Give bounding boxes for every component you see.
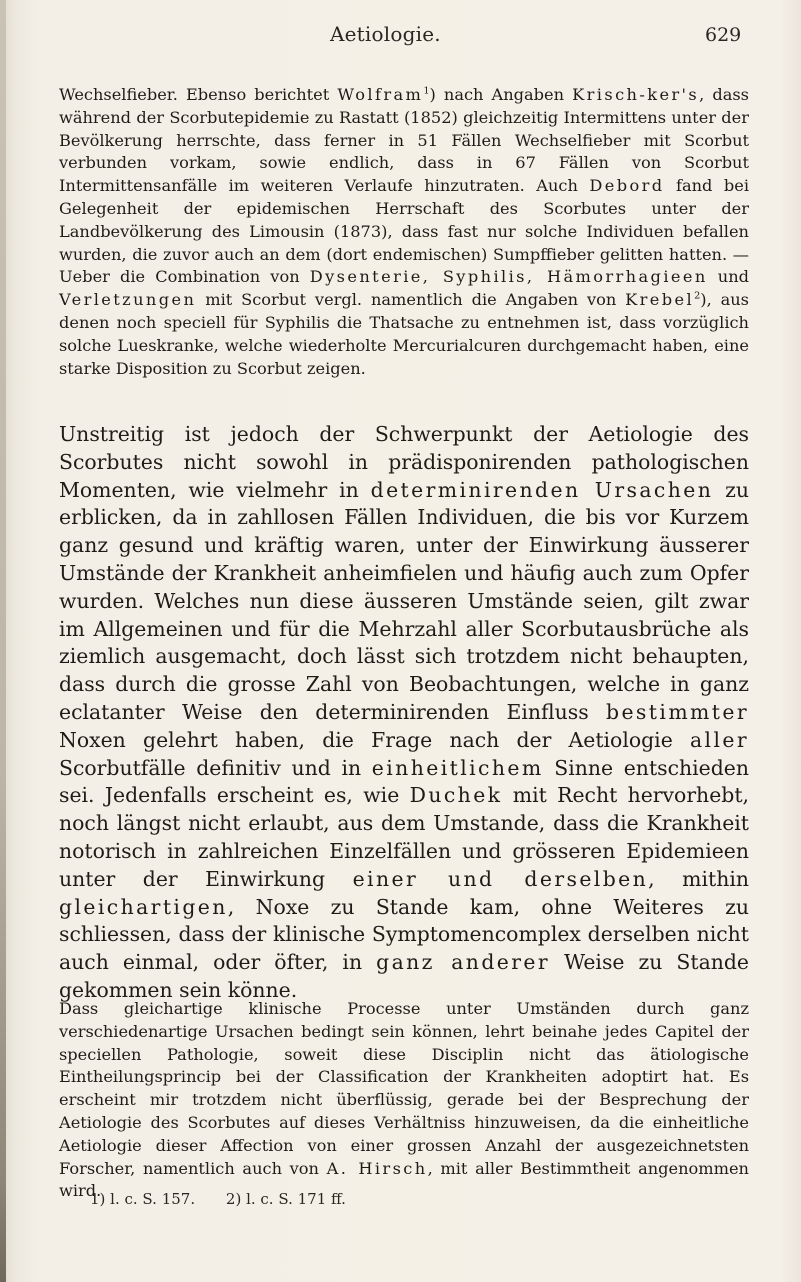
term-gleichartigen: gleichartigen (59, 894, 228, 919)
text-run: ) nach Angaben (429, 85, 573, 104)
text-run: mit Scorbut vergl. namentlich die Angaben von (196, 290, 626, 310)
text-run: mit Recht hervorhebt, noch längst nicht erlaubt, aus dem Umstande, dass die Krankheit notorisch in zahlreichen Einzelfällen und grösseren Epidemieen unter der Einwirkung (59, 783, 749, 891)
page-edge-shadow (0, 0, 6, 1282)
paragraph-1-text (59, 84, 749, 380)
author-wolfram: Wolfram (337, 85, 424, 104)
footnote-2: 2) l. c. S. 171 ff. (225, 1190, 346, 1208)
text-run: Sinne entschieden sei. Jedenfalls erscheint es, wie (59, 755, 749, 808)
term-aller: aller (689, 727, 749, 752)
text-run: Noxen gelehrt haben, die Frage nach der Aetiologie (59, 727, 690, 752)
text-run: Weise zu Stande gekommen sein könne. (59, 950, 750, 1002)
term-verletzungen: Verletzungen (59, 290, 197, 310)
footnote-ref-2: 2 (694, 290, 701, 302)
paragraph-2-text (59, 421, 749, 1005)
page-header (0, 16, 801, 52)
text-run: , mit aller Bestimmtheit angenommen wird. (59, 1158, 749, 1201)
text-run: fand bei Gelegenheit der epidemischen Herrschaft des Scorbutes unter der Landbevölkerung des Limousin (1873), dass fast nur solche Individuen befallen wurden, die zuvor auch an dem (dort endemischen) Sumpffieber gelitten hatten. — Ueber die Combination von (59, 176, 750, 287)
text-run: , mithin (648, 866, 749, 891)
text-run: , Noxe zu Stande kam, ohne Weiteres zu schliessen, dass der klinische Symptomencomplex derselben nicht auch einmal, oder öfter, in (59, 894, 749, 975)
text-run: , dass während der Scorbutepidemie zu Rastatt (1852) gleichzeitig Intermittens unter der Bevölkerung herrschte, dass ferner in 51 Fällen Wechselfieber mit Scorbut verbunden vorkam, sowie endlich, dass in 67 Fällen von Scorbut Intermittensanfälle im weiteren Verlaufe hinzutraten. Auch (59, 85, 749, 196)
text-run: ), aus denen noch speciell für Syphilis die Thatsache zu entnehmen ist, dass vorzüglich solche Lueskranke, welche wiederholte Mercurialcuren durchgemacht haben, eine starke Disposition zu Scorbut zeigen. (59, 290, 749, 378)
author-hirsch: A. Hirsch (326, 1158, 428, 1178)
footnote-ref-1: 1 (423, 85, 430, 97)
text-run: Unstreitig ist jedoch der Schwerpunkt der Aetiologie des Scorbutes nicht sowohl in prädisponirenden pathologischen Momenten, wie vielmehr in (59, 422, 749, 502)
running-title: Aetiologie. (330, 22, 441, 46)
text-run: Dass gleichartige klinische Processe unter Umständen durch ganz verschiedenartige Ursachen bedingt sein können, lehrt beinahe jedes Capitel der speciellen Pathologie, soweit diese Disciplin nicht das ätiologische Eintheilungsprincip bei der Classification der Krankheiten adoptirt hat. Es erscheint mir trotzdem nicht überflüssig, gerade bei der Besprechung der Aetiologie des Scorbutes auf dieses Verhältniss hinzuweisen, da die einheitliche Aetiologie dieser Affection von einer grossen Anzahl der ausgezeichnetsten Forscher, namentlich auch von (59, 999, 749, 1178)
footnote-1: 1) l. c. S. 157. (90, 1190, 196, 1208)
term-einheitlichem: einheitlichem (371, 755, 544, 780)
paragraph-3-text (59, 998, 749, 1203)
author-krischker: Krisch-ker's (572, 85, 700, 104)
term-bestimmter: bestimmter (606, 699, 749, 724)
text-run: Wechselfieber. Ebenso berichtet (59, 85, 338, 104)
paragraph-2 (59, 421, 749, 1005)
page-number: 629 (705, 24, 742, 46)
text-run: zu erblicken, da in zahllosen Fällen Individuen, die bis vor Kurzem ganz gesund und kräftig waren, unter der Einwirkung äusserer Umstände der Krankheit anheimfielen und häufig auch zum Opfer wurden. Welches nun diese äusseren Umstände seien, gilt zwar im Allgemeinen und für die Mehrzahl aller Scorbutausbrüche als ziemlich ausgemacht, doch lässt sich trotzdem nicht behaupten, dass durch die grosse Zahl von Beobachtungen, welche in ganz eclatanter Weise den determinirenden Einfluss (59, 477, 749, 724)
term-determinirenden: determinirenden Ursachen (370, 477, 714, 502)
paragraph-1 (59, 84, 749, 380)
text-run: Scorbutfälle definitiv und in (59, 755, 372, 780)
footnotes (90, 1190, 372, 1208)
author-krebel: Krebel (625, 290, 695, 310)
author-debord: Debord (589, 176, 665, 196)
author-duchek: Duchek (409, 783, 503, 808)
paragraph-3 (59, 998, 749, 1203)
text-run: und (707, 267, 750, 287)
term-ganz-anderer: ganz anderer (376, 950, 551, 975)
term-einer-und-derselben: einer und derselben (352, 866, 649, 891)
term-dysenterie: Dysenterie, Syphilis, Hämorrhagieen (309, 267, 708, 287)
